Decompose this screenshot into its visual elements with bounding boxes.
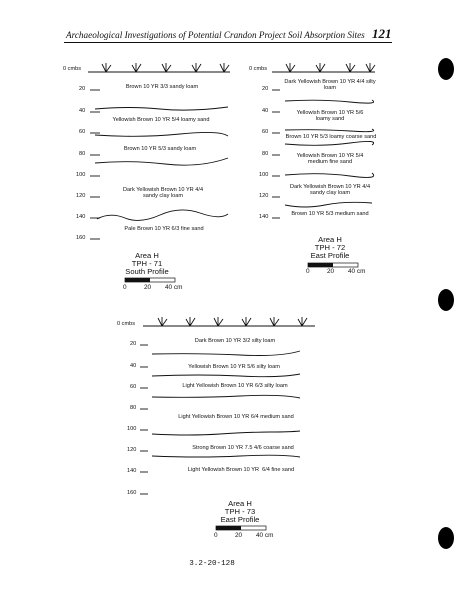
depth-label-72-140: 140 [259, 214, 269, 220]
scale-72-end: 40 cm [348, 268, 366, 275]
depth-label-72-80: 80 [262, 151, 269, 157]
depth-label-72-120: 120 [259, 193, 269, 199]
layer-72-5: Dark Yellowish Brown 10 YR 4/4 sandy clay loam [289, 184, 371, 197]
layer-71-1: Brown 10 YR 3/3 sandy loam [125, 84, 199, 90]
caption-72-area: Area H [318, 235, 342, 244]
scale-71-zero: 0 [123, 284, 127, 291]
depth-label-73-0: 0 cmbs [117, 321, 136, 327]
horizon-73-5 [152, 455, 300, 457]
depth-label-71-120: 120 [76, 193, 86, 199]
depth-label-73-160: 160 [127, 490, 137, 496]
depth-label-71-140: 140 [76, 214, 86, 220]
depth-label-71-100: 100 [76, 172, 86, 178]
layer-71-4: Dark Yellowish Brown 10 YR 4/4 sandy clay loam [122, 187, 204, 200]
horizon-71-1 [95, 107, 228, 110]
caption-73-profile: East Profile [220, 515, 260, 524]
depth-label-72-0: 0 cmbs [249, 66, 268, 72]
depth-label-71-40: 40 [79, 108, 86, 114]
depth-label-71-20: 20 [79, 86, 86, 92]
caption-73-tph: TPH - 73 [224, 507, 256, 516]
depth-label-73-120: 120 [127, 447, 137, 453]
horizon-72-1 [285, 100, 374, 103]
depth-label-72-20: 20 [262, 86, 269, 92]
layer-71-5: Pale Brown 10 YR 6/3 fine sand [124, 226, 204, 232]
scale-bar-72 [308, 263, 358, 267]
layer-72-2: Yellowish Brown 10 YR 5/6 loamy sand [296, 110, 364, 123]
horizon-73-3 [152, 395, 300, 398]
scale-72-zero: 0 [306, 268, 310, 275]
depth-label-73-140: 140 [127, 468, 137, 474]
depth-label-71-60: 60 [79, 129, 86, 135]
depth-label-73-80: 80 [130, 405, 137, 411]
layer-71-3: Brown 10 YR 5/3 sandy loam [123, 146, 197, 152]
depth-label-73-100: 100 [127, 426, 137, 432]
depth-label-71-0: 0 cmbs [63, 66, 82, 72]
horizon-73-1 [152, 351, 300, 356]
scale-73-zero: 0 [214, 532, 218, 539]
page-number: 121 [372, 26, 392, 41]
scale-71-mid: 20 [144, 284, 152, 291]
depth-label-71-80: 80 [79, 151, 86, 157]
page-footer-code: 3.2-20-128 [189, 560, 235, 568]
layer-72-6: Brown 10 YR 5/3 medium sand [291, 211, 369, 217]
horizon-71-3 [95, 158, 228, 165]
caption-71-tph: TPH - 71 [131, 259, 163, 268]
scale-71-end: 40 cm [165, 284, 183, 291]
grass-tufts-71 [102, 63, 229, 72]
grass-tufts-73 [158, 317, 307, 326]
horizon-72-3 [285, 141, 374, 145]
grass-tufts-72 [286, 63, 375, 72]
horizon-71-4 [97, 210, 228, 220]
layer-73-4: Light Yellowish Brown 10 YR 6/4 medium sand [178, 414, 294, 420]
horizon-73-4 [152, 431, 300, 435]
depth-label-72-40: 40 [262, 108, 269, 114]
caption-72-tph: TPH - 72 [314, 243, 346, 252]
layer-73-5: Strong Brown 10 YR 7.5 4/6 coarse sand [192, 445, 294, 451]
layer-73-1: Dark Brown 10 YR 3/2 silty loam [194, 338, 276, 344]
layer-73-2: Yellowish Brown 10 YR 5/6 silty loam [188, 364, 280, 370]
horizon-72-5 [285, 202, 372, 207]
horizon-73-2 [152, 374, 300, 377]
scale-73-mid: 20 [235, 532, 243, 539]
page-header-title: Archaeological Investigations of Potential Crandon Project Soil Absorption Sites [66, 30, 365, 40]
scale-73-end: 40 cm [256, 532, 274, 539]
layer-73-3: Light Yellowish Brown 10 YR 6/3 silty loam [182, 383, 288, 389]
layer-72-3: Brown 10 YR 5/3 loamy coarse sand [285, 134, 377, 140]
scale-72-mid: 20 [327, 268, 335, 275]
layer-72-4: Yellowish Brown 10 YR 5/4 medium fine sand [296, 153, 364, 166]
depth-label-73-20: 20 [130, 341, 137, 347]
depth-label-73-60: 60 [130, 384, 137, 390]
caption-72-profile: East Profile [310, 251, 350, 260]
depth-label-73-40: 40 [130, 363, 137, 369]
depth-label-71-160: 160 [76, 235, 86, 241]
scale-bar-71 [125, 278, 175, 282]
horizon-71-2 [95, 132, 228, 136]
horizon-72-4 [285, 173, 374, 177]
layer-71-2: Yellowish Brown 10 YR 5/4 loamy sand [112, 117, 210, 123]
horizon-72-2 [285, 129, 374, 132]
scale-bar-73 [216, 526, 266, 530]
layer-73-6: Light Yellowish Brown 10 YR 6/4 fine sand [187, 467, 295, 473]
caption-73-area: Area H [228, 499, 252, 508]
depth-label-72-60: 60 [262, 129, 269, 135]
caption-71-profile: South Profile [125, 267, 169, 276]
caption-71-area: Area H [135, 251, 159, 260]
depth-label-72-100: 100 [259, 172, 269, 178]
layer-72-1: Dark Yellowish Brown 10 YR 4/4 silty loam [284, 79, 376, 92]
